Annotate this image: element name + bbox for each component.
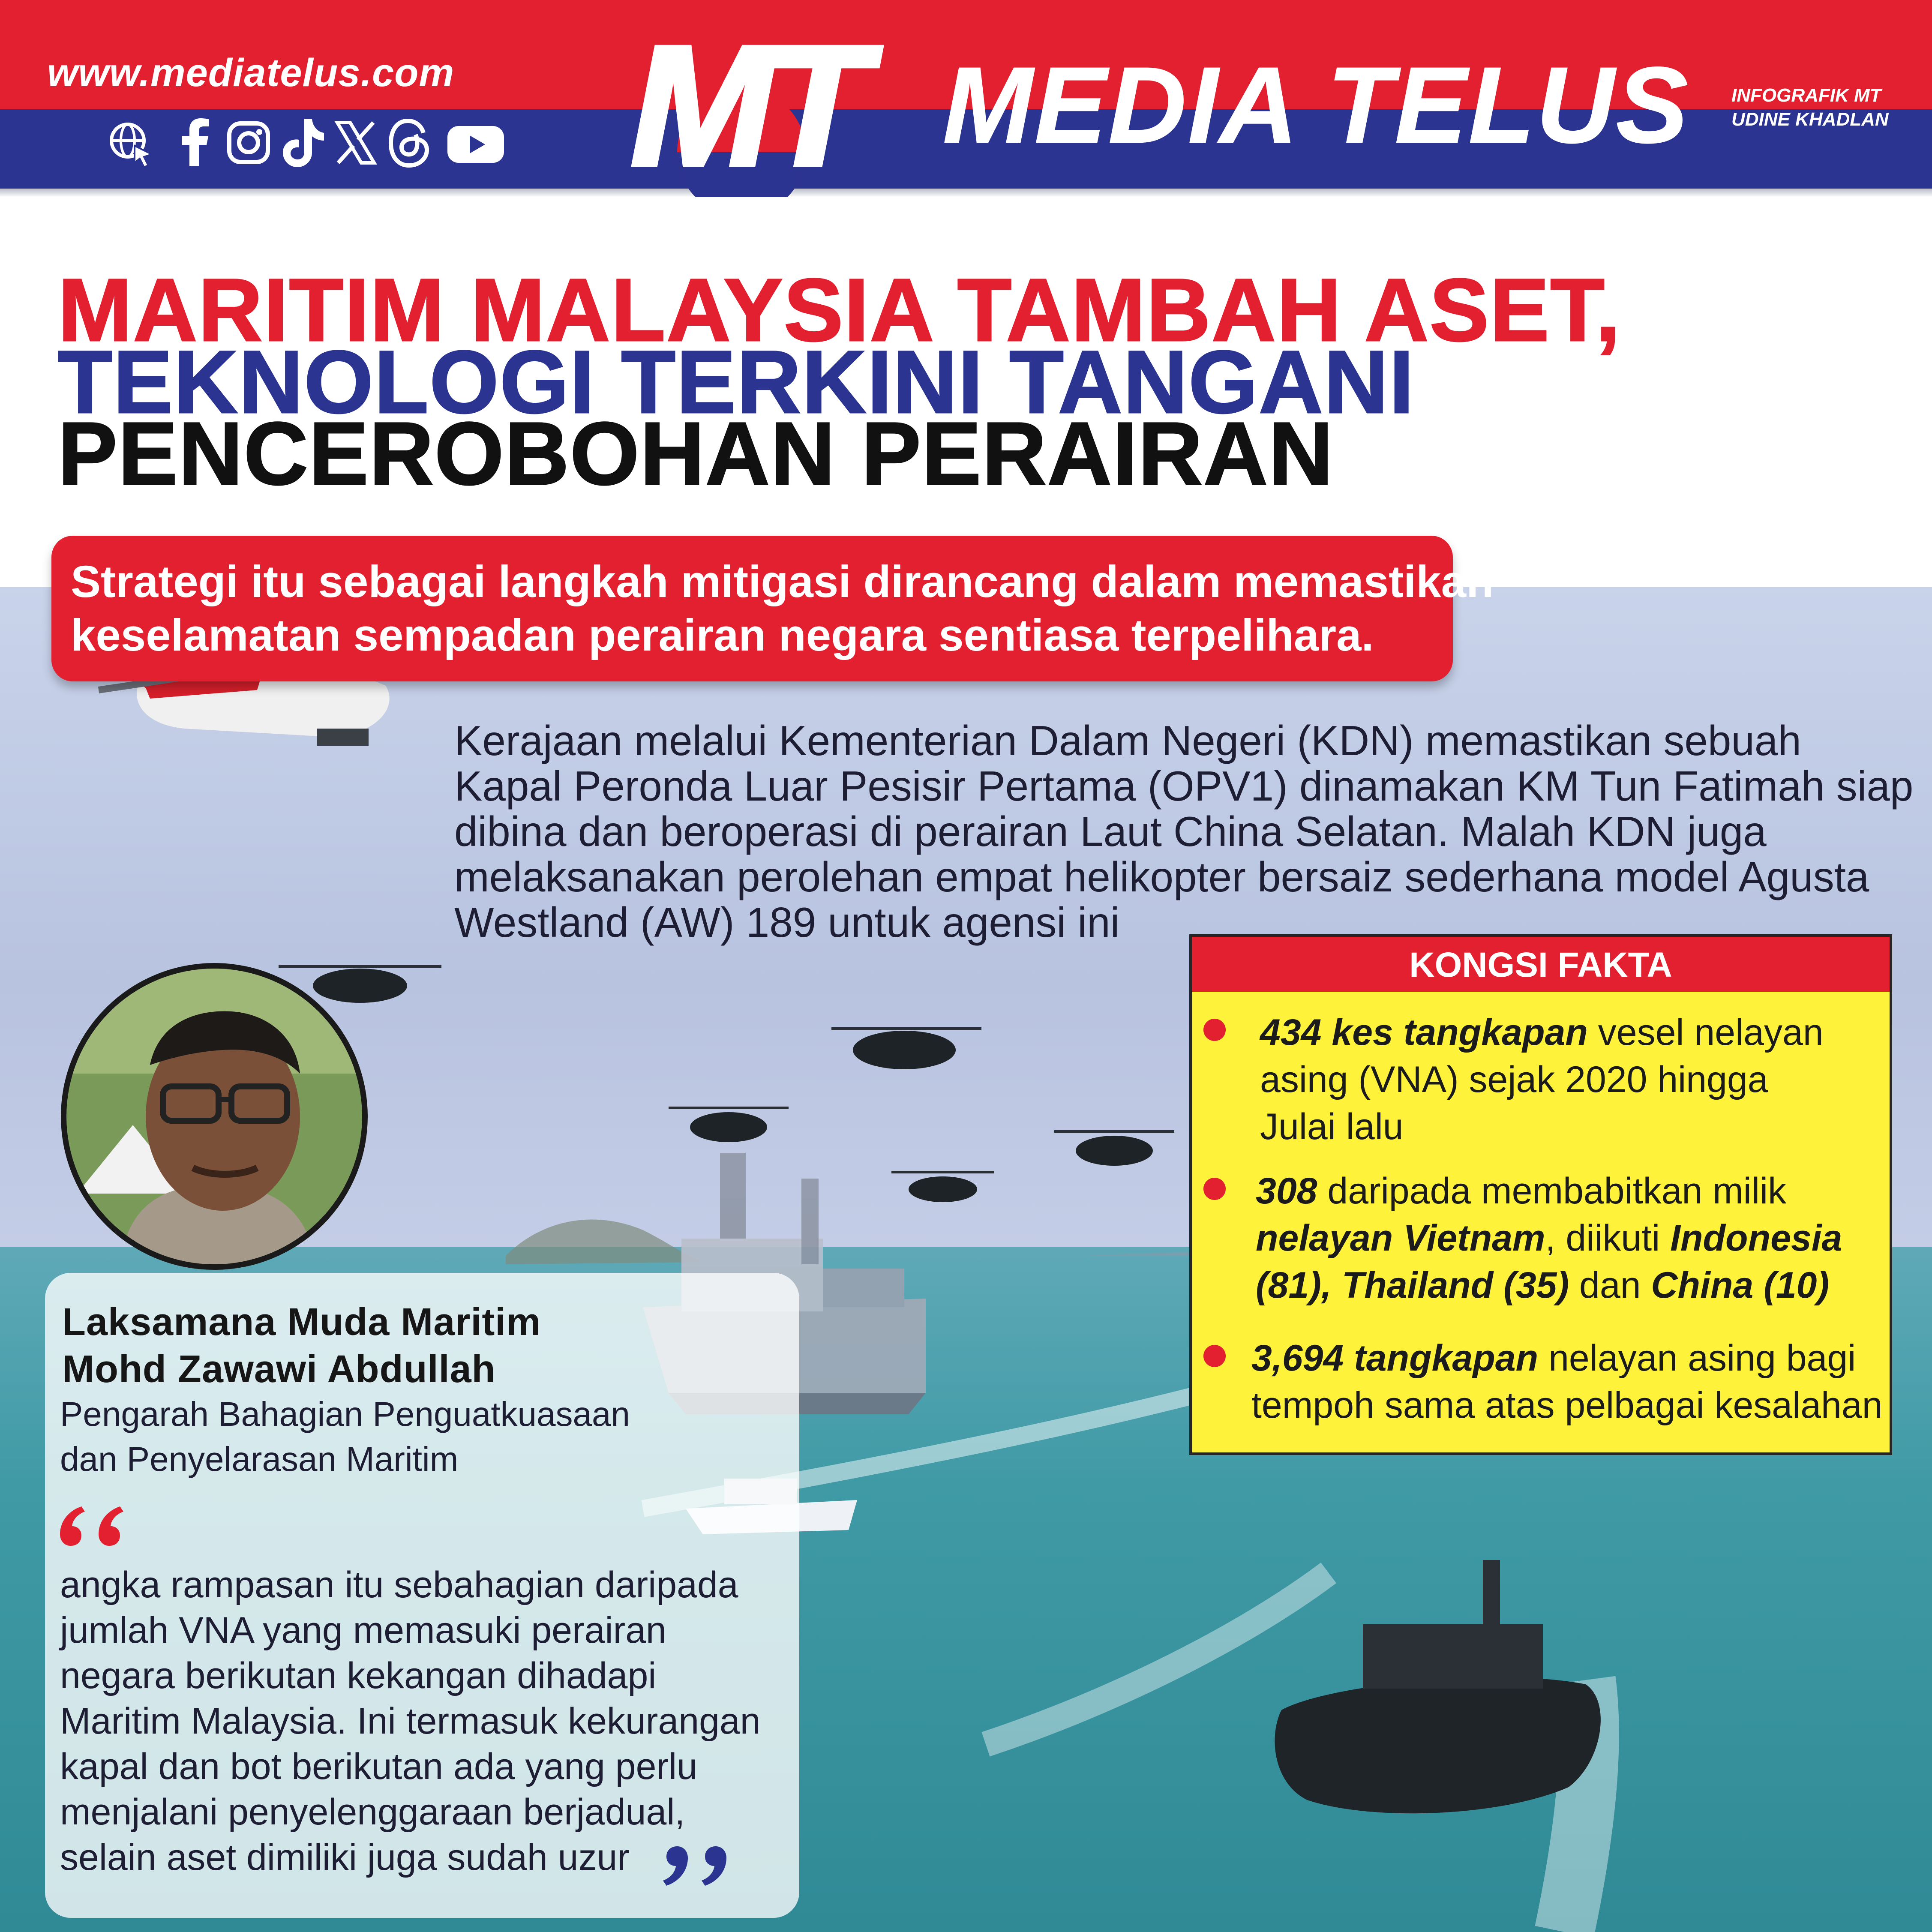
header-shadow	[0, 189, 1932, 197]
web-cursor-icon[interactable]	[107, 115, 154, 171]
headline-line-3: PENCEROBOHAN PERAIRAN	[58, 404, 1334, 504]
quote-line: selain aset dimiliki juga sudah uzur	[60, 1837, 630, 1878]
fact-2-line-2	[1256, 1215, 1842, 1261]
infographic-credit	[1731, 84, 1889, 132]
body-line: Westland (AW) 189 untuk agensi ini	[454, 899, 1120, 946]
fact-3-text: nelayan asing bagi	[1538, 1338, 1856, 1379]
threads-icon[interactable]	[386, 115, 433, 171]
summary-line-2: keselamatan sempadan perairan negara sentiasa terpelihara.	[71, 610, 1374, 660]
body-paragraph	[454, 717, 1914, 946]
spokesperson-portrait	[60, 962, 369, 1271]
fact-2-text: daripada membabitkan milik	[1317, 1170, 1787, 1212]
headline-line-1: MARITIM MALAYSIA TAMBAH ASET,	[58, 261, 1621, 360]
x-icon[interactable]	[332, 115, 379, 171]
quote-line: Maritim Malaysia. Ini termasuk kekurangan	[60, 1701, 761, 1742]
social-icons-row	[107, 115, 514, 171]
logo-letters: MT	[630, 24, 861, 197]
fact-1-text: vesel nelayan	[1587, 1012, 1824, 1053]
quote-text	[60, 1562, 789, 1880]
spokesperson-rank: Laksamana Muda Maritim	[62, 1301, 541, 1344]
fact-1-line-1	[1260, 1009, 1824, 1056]
tiktok-icon[interactable]	[279, 115, 326, 171]
fact-1-line-3: Julai lalu	[1260, 1106, 1404, 1147]
quote-line: kapal dan bot berikutan ada yang perlu	[60, 1746, 697, 1787]
body-line: melaksanakan perolehan empat helikopter bersaiz sederhana model Agusta	[454, 853, 1869, 900]
bullet-icon	[1203, 1178, 1226, 1200]
facebook-icon[interactable]	[171, 115, 219, 171]
fact-2-highlight: Indonesia	[1670, 1218, 1842, 1259]
website-url[interactable]: www.mediatelus.com	[47, 51, 455, 95]
fact-2-highlight: (81), Thailand (35)	[1256, 1265, 1569, 1306]
bullet-icon	[1203, 1345, 1226, 1367]
fact-3-line-2: tempoh sama atas pelbagai kesalahan	[1251, 1385, 1883, 1426]
fact-3-highlight: 3,694 tangkapan	[1251, 1338, 1539, 1379]
fact-1-highlight: 434 kes tangkapan	[1260, 1012, 1588, 1053]
fact-2-highlight: nelayan Vietnam	[1256, 1218, 1545, 1259]
summary-text	[71, 555, 1494, 662]
bullet-icon	[1203, 1019, 1226, 1041]
spokesperson-title-line-2: dan Penyelarasan Maritim	[60, 1440, 459, 1478]
instagram-icon[interactable]	[225, 115, 272, 171]
quote-line: negara berikutan kekangan dihadapi	[60, 1655, 657, 1696]
spokesperson-name: Mohd Zawawi Abdullah	[62, 1348, 496, 1391]
summary-line-1: Strategi itu sebagai langkah mitigasi dirancang dalam memastikan	[71, 557, 1494, 607]
brand-name: MEDIA TELUS	[943, 45, 1690, 165]
close-quote-icon	[649, 1843, 735, 1894]
fact-1-line-2: asing (VNA) sejak 2020 hingga	[1260, 1059, 1768, 1100]
youtube-icon[interactable]	[446, 115, 506, 171]
credit-line-1: INFOGRAFIK MT	[1731, 85, 1881, 106]
facts-heading: KONGSI FAKTA	[1409, 945, 1672, 984]
fact-2-highlight: 308	[1256, 1170, 1317, 1212]
quote-line: jumlah VNA yang memasuki perairan	[60, 1610, 666, 1651]
fact-2-line-3	[1256, 1262, 1829, 1308]
open-quote-icon	[51, 1498, 137, 1549]
quote-line: angka rampasan itu sebahagian daripada	[60, 1564, 738, 1605]
fact-2-text: , diikuti	[1545, 1218, 1671, 1259]
fact-3-line-1	[1251, 1335, 1856, 1381]
credit-line-2: UDINE KHADLAN	[1731, 109, 1889, 130]
spokesperson-title-line-1: Pengarah Bahagian Penguatkuasaan	[60, 1395, 630, 1433]
body-line: Kerajaan melalui Kementerian Dalam Negeri (KDN) memastikan sebuah	[454, 717, 1801, 764]
body-line: Kapal Peronda Luar Pesisir Pertama (OPV1) dinamakan KM Tun Fatimah siap	[454, 762, 1914, 810]
fact-2-text: dan	[1569, 1265, 1651, 1306]
quote-line: menjalani penyelenggaraan berjadual,	[60, 1791, 685, 1833]
fact-2-highlight: China (10)	[1651, 1265, 1830, 1306]
headline-line-2: TEKNOLOGI TERKINI TANGANI	[58, 333, 1415, 432]
media-telus-logo[interactable]	[557, 24, 934, 197]
body-line: dibina dan beroperasi di perairan Laut China Selatan. Malah KDN juga	[454, 808, 1767, 855]
fact-2-line-1	[1256, 1168, 1786, 1214]
